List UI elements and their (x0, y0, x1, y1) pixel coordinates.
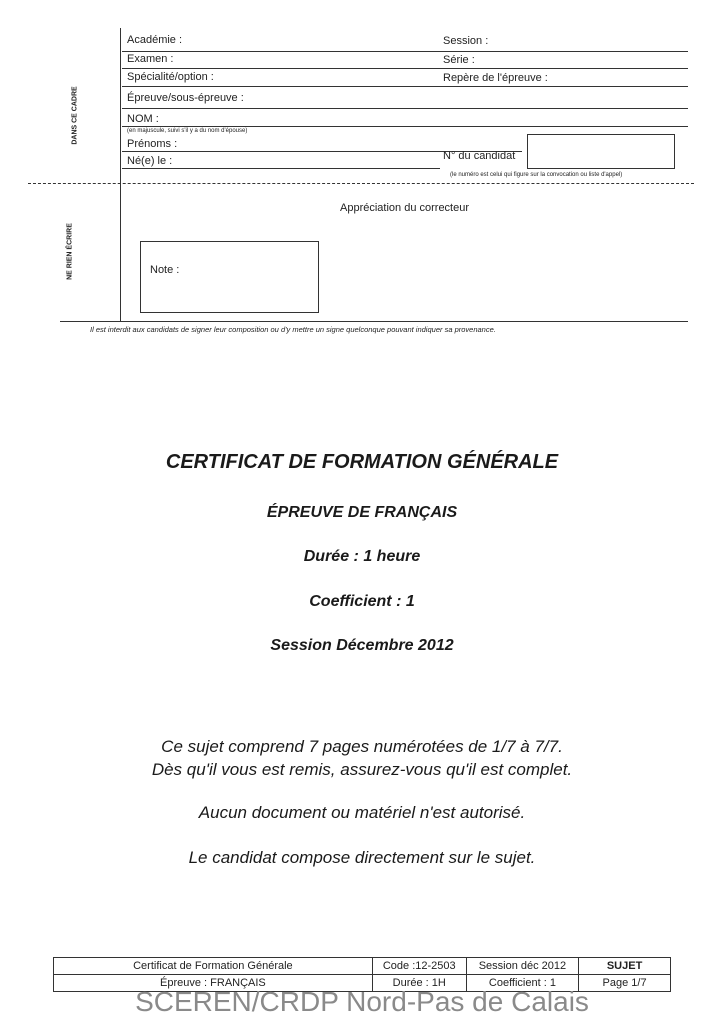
examen-label: Examen : (127, 53, 174, 65)
session-title: Session Décembre 2012 (270, 637, 454, 654)
para3: Le candidat compose directement sur le sujet. (188, 848, 536, 867)
appreciation-label: Appréciation du correcteur (340, 202, 470, 214)
coefficient: Coefficient : 1 (309, 593, 415, 610)
line-academie (122, 51, 688, 52)
para1-line1: Ce sujet comprend 7 pages numérotées de 1/7 à 7/7. (161, 737, 563, 756)
session-label: Session : (443, 35, 489, 47)
footer-page: Page 1/7 (579, 975, 671, 992)
duree: Durée : 1 heure (303, 548, 421, 565)
line-nom (122, 126, 688, 127)
prenoms-label: Prénoms : (127, 138, 178, 150)
line-bottom-frame (60, 321, 688, 322)
candidat-label: N° du candidat (443, 150, 516, 162)
footer-cert: Certificat de Formation Générale (54, 958, 373, 975)
footer-code: Code :12-2503 (372, 958, 466, 975)
line-epreuve (122, 108, 688, 109)
note-box (140, 241, 319, 313)
side-label-top: DANS CE CADRE (71, 86, 79, 145)
ne-le-label: Né(e) le : (127, 155, 173, 167)
nom-label: NOM : (127, 113, 159, 125)
line-ne-le (122, 168, 440, 169)
side-label-bottom: NE RIEN ÉCRIRE (66, 223, 74, 280)
candidat-number-box (527, 134, 675, 169)
repere-label: Repère de l'épreuve : (443, 72, 548, 84)
warning-text: Il est interdit aux candidats de signer leur composition ou d'y mettre un signe quelconque pouvant indiquer sa provenance. (90, 325, 496, 334)
specialite-label: Spécialité/option : (127, 71, 214, 83)
main-title: CERTIFICAT DE FORMATION GÉNÉRALE (165, 451, 559, 473)
footer-sujet: SUJET (579, 958, 671, 975)
line-examen (122, 68, 688, 69)
footer-coefficient: Coefficient : 1 (466, 975, 578, 992)
cut-line (28, 183, 694, 184)
watermark: SCEREN/CRDP Nord-Pas de Calais (135, 986, 589, 1017)
subtitle: ÉPREUVE DE FRANÇAIS (266, 504, 458, 521)
note-label: Note : (150, 264, 180, 276)
epreuve-label: Épreuve/sous-épreuve : (127, 92, 244, 104)
para1-line2: Dès qu'il vous est remis, assurez-vous qu'il est complet. (151, 760, 573, 779)
serie-label: Série : (443, 54, 475, 66)
para2: Aucun document ou matériel n'est autorisé. (198, 803, 526, 822)
footer-session: Session déc 2012 (466, 958, 578, 975)
academie-label: Académie : (127, 34, 183, 46)
nom-note: (en majuscule, suivi s'il y a du nom d'épouse) (127, 128, 248, 134)
candidat-note: (le numéro est celui qui figure sur la convocation ou liste d'appel) (450, 172, 623, 178)
line-specialite (122, 86, 688, 87)
header-left-border (120, 28, 121, 322)
footer-epreuve: Épreuve : FRANÇAIS (54, 975, 373, 992)
footer-row-1 (54, 958, 671, 975)
footer-duree: Durée : 1H (372, 975, 466, 992)
